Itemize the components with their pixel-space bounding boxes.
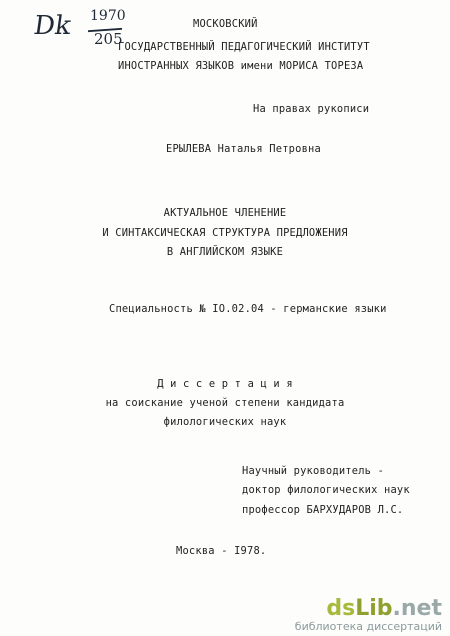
title-line-2: И СИНТАКСИЧЕСКАЯ СТРУКТУРА ПРЕДЛОЖЕНИЯ [102,227,348,239]
handwritten-number-top: 1970 [90,8,126,24]
institution-line-2: ГОСУДАРСТВЕННЫЙ ПЕДАГОГИЧЕСКИЙ ИНСТИТУТ [118,41,370,53]
handwritten-prefix: Dk [31,11,73,41]
title-line-3: В АНГЛИЙСКОМ ЯЗЫКЕ [166,246,284,258]
specialty-line: Специальность № IO.02.04 - германские языки [109,303,387,315]
supervisor-line-1: Научный руководитель - [242,465,385,477]
author-name: ЕРЫЛЕВА Наталья Петровна [166,143,321,155]
supervisor-line-2: доктор филологических наук [242,484,410,496]
dissertation-degree-line: на соискание ученой степени кандидата [105,397,345,409]
dissertation-label: Д и с с е р т а ц и я [157,378,293,390]
city-year: Москва - I978. [176,545,267,557]
dslib-logo: dsLib.net [326,596,442,621]
handwritten-number-bottom: 205 [94,30,123,48]
institution-line-3: ИНОСТРАННЫХ ЯЗЫКОВ имени МОРИСА ТОРЕЗА [118,60,364,72]
supervisor-line-3: профессор БАРХУДАРОВ Л.С. [242,504,404,516]
watermark-subtitle: библиотека диссертаций [294,620,442,633]
dslib-watermark [295,598,442,633]
institution-line-1: МОСКОВСКИЙ [193,18,258,30]
handwritten-catalog-mark [31,8,126,52]
rights-note: На правах рукописи [253,103,370,115]
title-line-1: АКТУАЛЬНОЕ ЧЛЕНЕНИЕ [163,207,287,219]
dissertation-field-line: филологических наук [163,416,287,428]
